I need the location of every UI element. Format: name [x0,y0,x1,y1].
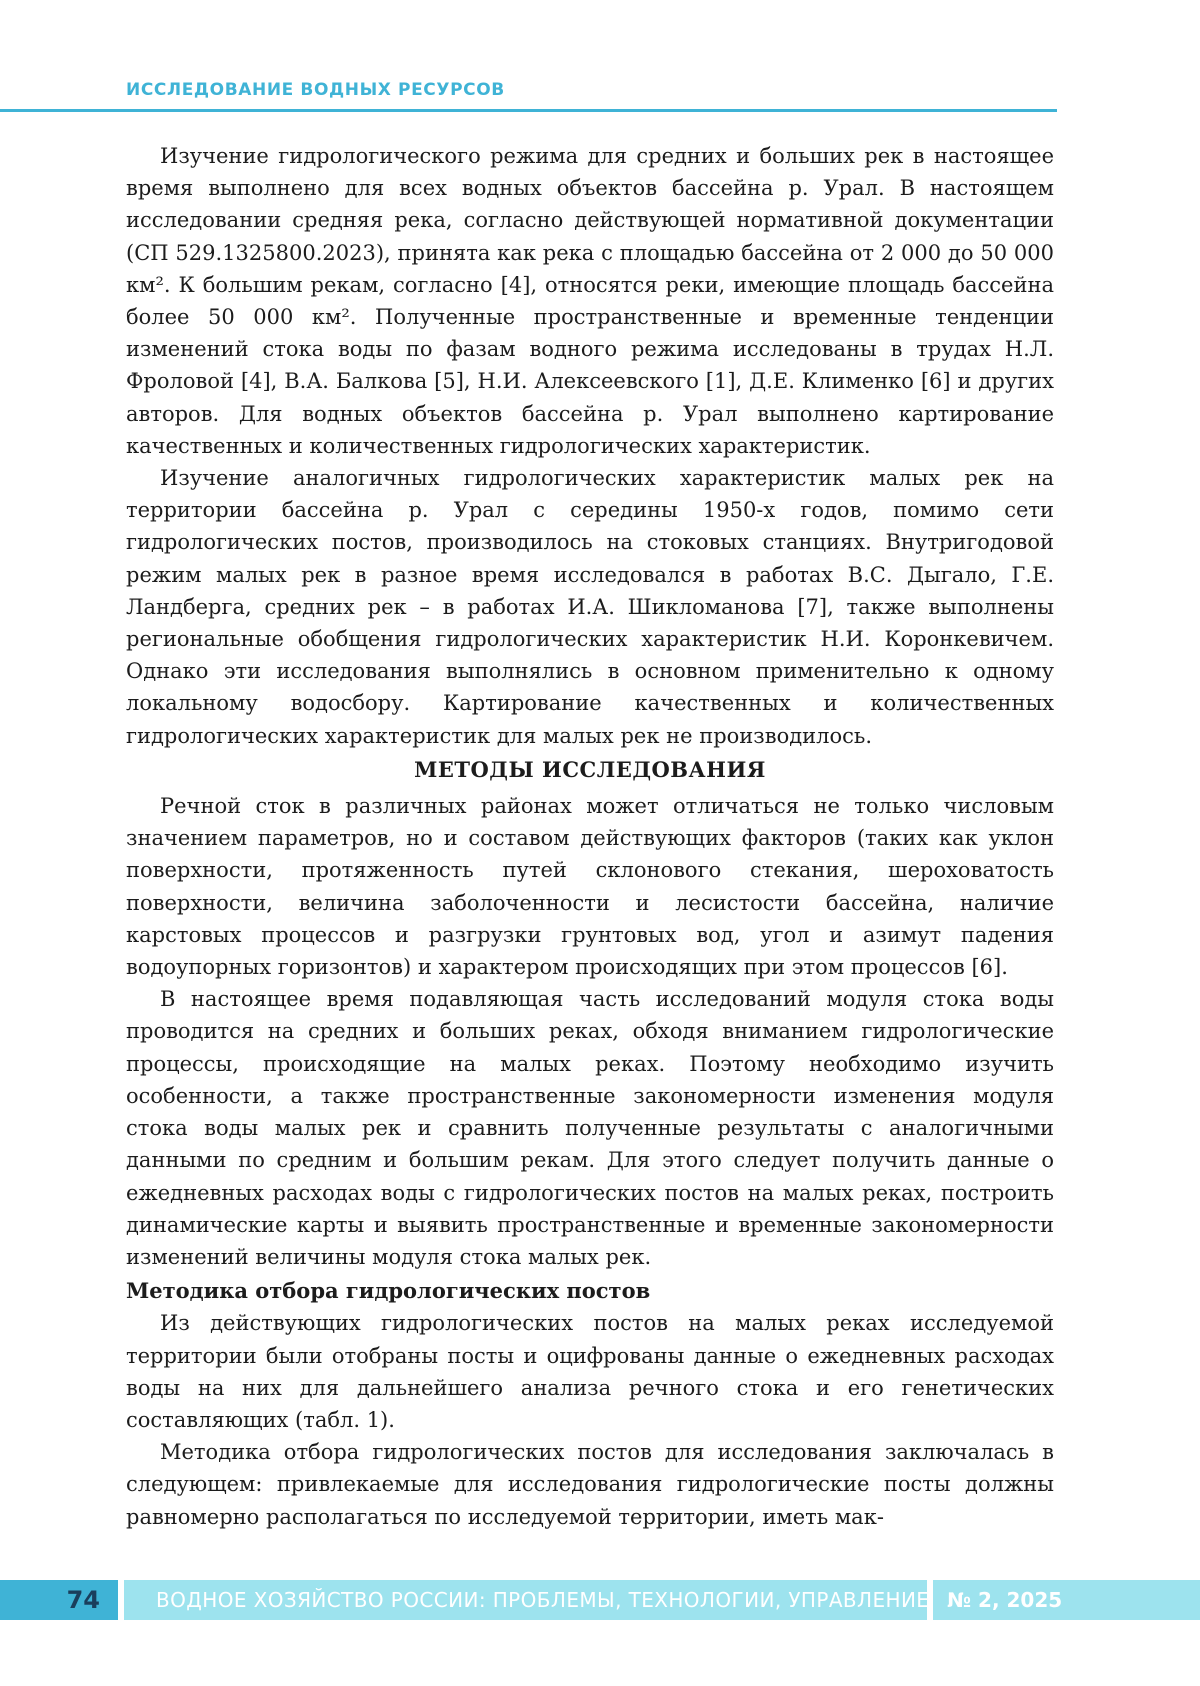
paragraph-methods-2: В настоящее время подавляющая часть исследований модуля стока воды проводится на средних и больших реках, обходя вниманием гидрологические процессы, происходящие на малых реках. Поэтому необходимо изучить особенности, а также пространственные закономерности изменения модуля стока воды малых рек и сравнить полученные результаты с аналогичными данными по средним и большим рекам. Для этого следует получить данные о ежедневных расходах воды с гидрологических постов на малых реках, построить динамические карты и выявить пространственные и временные закономерности изменений величины модуля стока малых рек. [126,987,1054,1269]
paragraph-intro-1: Изучение гидрологического режима для средних и больших рек в настоящее время выполнено для всех водных объектов бассейна р. Урал. В настоящем исследовании средняя река, согласно действующей нормативной документации (СП 529.1325800.2023), принята как река с площадью бассейна от 2 000 до 50 000 км². К большим рекам, согласно [4], относятся реки, имеющие площадь бассейна более 50 000 км². Полученные пространственные и временные тенденции изменений стока воды по фазам водного режима исследованы в трудах Н.Л. Фроловой [4], В.А. Балкова [5], Н.И. Алексеевского [1], Д.Е. Клименко [6] и других авторов. Для водных объектов бассейна р. Урал выполнено картирование качественных и количественных гидрологических характеристик. [126,144,1054,458]
journal-title: ВОДНОЕ ХОЗЯЙСТВО РОССИИ: ПРОБЛЕМЫ, ТЕХНОЛОГИИ, УПРАВЛЕНИЕ [124,1580,927,1620]
page-number: 74 [0,1580,118,1620]
paragraph-intro-2: Изучение аналогичных гидрологических характеристик малых рек на территории бассейна р. Урал с середины 1950-х годов, помимо сети гидрологических постов, производилось на стоковых станциях. Внутригодовой режим малых рек в разное время исследовался в работах В.С. Дыгало, Г.Е. Ландберга, средних рек – в работах И.А. Шикломанова [7], также выполнены региональные обобщения гидрологических характеристик Н.И. Коронкевичем. Однако эти исследования выполнялись в основном применительно к одному локальному водосбору. Картирование качественных и количественных гидрологических характеристик для малых рек не производилось. [126,466,1054,748]
paragraph-methods-1: Речной сток в различных районах может отличаться не только числовым значением параметров, но и составом действующих факторов (таких как уклон поверхности, протяженность путей склонового стекания, шероховатость поверхности, величина заболоченности и лесистости бассейна, наличие карстовых процессов и разгрузки грунтовых вод, угол и азимут падения водоупорных горизонтов) и характером происходящих при этом процессов [6]. [126,794,1054,980]
paragraph-selection-1: Из действующих гидрологических постов на малых реках исследуемой территории были отобраны посты и оцифрованы данные о ежедневных расходах воды на них для дальнейшего анализа речного стока и его генетических составляющих (табл. 1). [126,1311,1054,1432]
subsection-heading-selection: Методика отбора гидрологических постов [126,1278,651,1304]
page-footer [0,1580,1200,1620]
running-head-title: ИССЛЕДОВАНИЕ ВОДНЫХ РЕСУРСОВ [126,80,505,100]
section-heading-methods: МЕТОДЫ ИССЛЕДОВАНИЯ [414,756,766,782]
article-body [126,140,1054,1533]
issue-number: № 2, 2025 [933,1580,1200,1620]
paragraph-selection-2: Методика отбора гидрологических постов для исследования заключалась в следующем: привлекаемые для исследования гидрологические посты должны равномерно располагаться по исследуемой территории, иметь мак- [126,1440,1054,1529]
header-rule [0,109,1057,112]
